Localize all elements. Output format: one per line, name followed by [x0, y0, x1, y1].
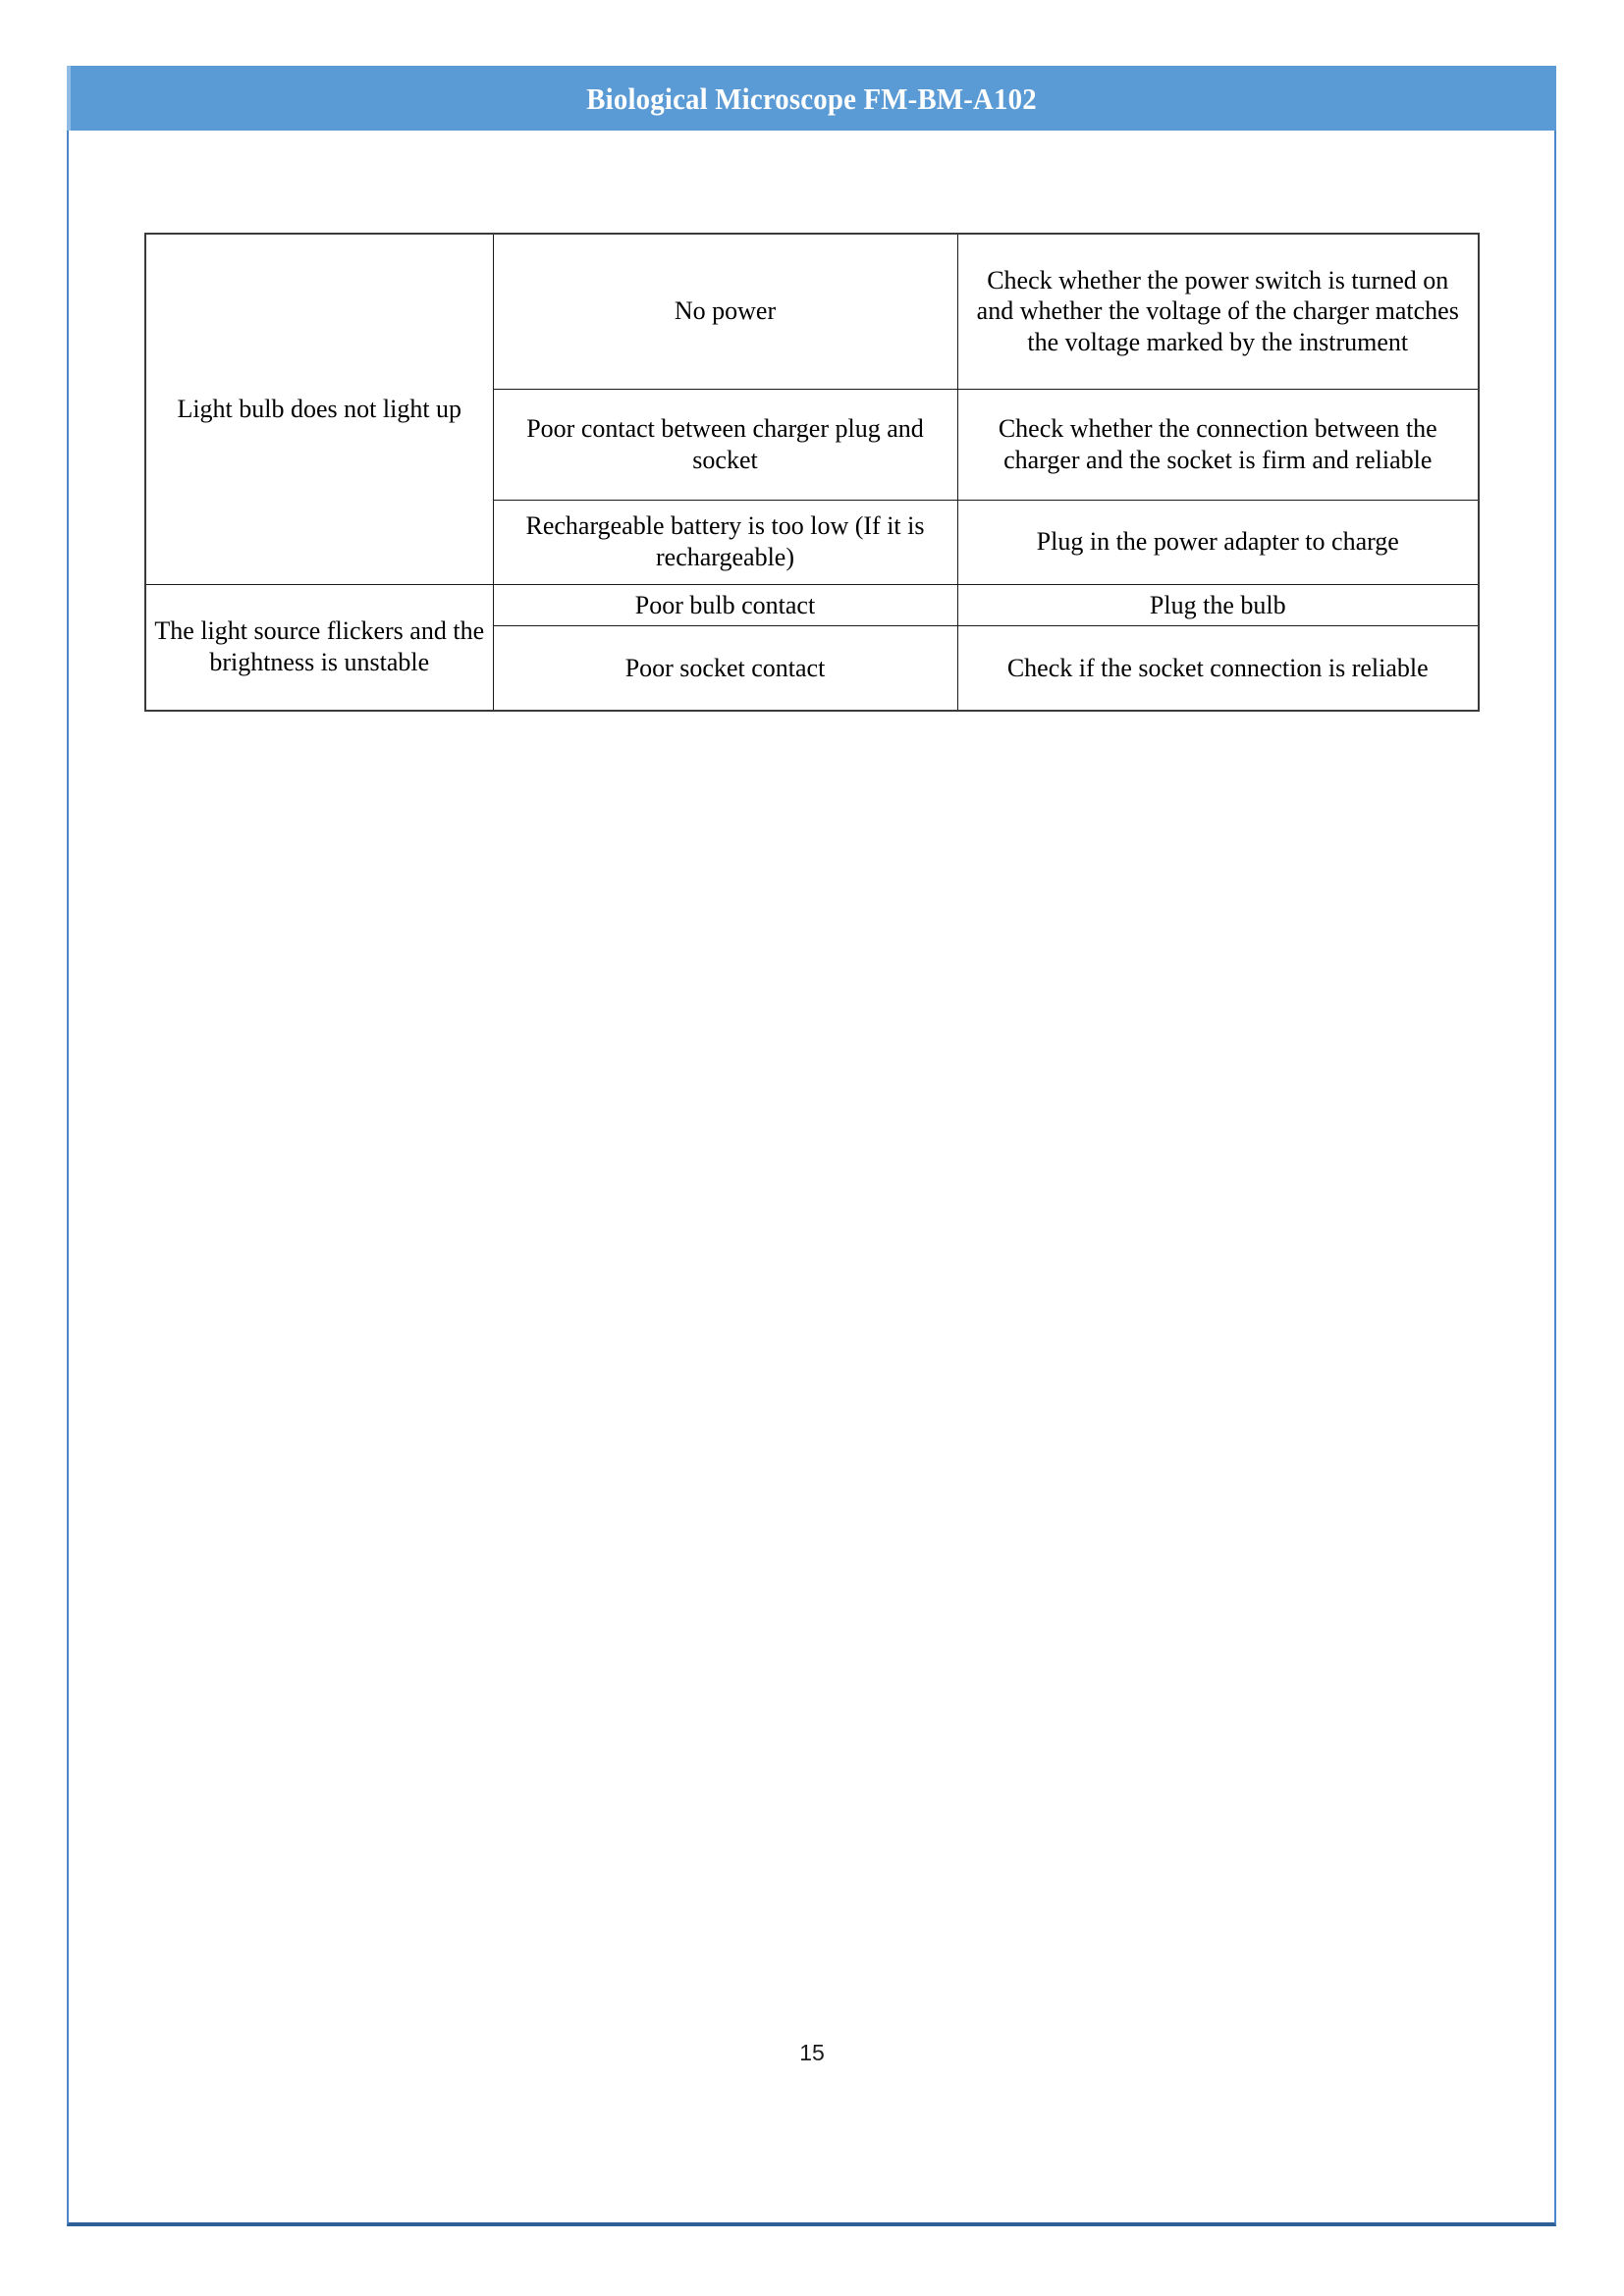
table-row — [145, 584, 1479, 626]
cause-cell: Poor bulb contact — [493, 584, 957, 626]
page-number: 15 — [799, 2040, 825, 2065]
header-left-edge-accent — [67, 66, 71, 131]
symptom-cell: Light bulb does not light up — [145, 234, 493, 584]
troubleshooting-table — [144, 233, 1480, 712]
solution-cell: Plug the bulb — [957, 584, 1479, 626]
page-content — [144, 233, 1478, 712]
cause-cell: No power — [493, 234, 957, 389]
solution-cell: Check if the socket connection is reliable — [957, 626, 1479, 711]
document-header-banner — [67, 66, 1556, 131]
solution-cell: Check whether the connection between the charger and the socket is firm and reliable — [957, 389, 1479, 500]
solution-cell: Check whether the power switch is turned on and whether the voltage of the charger matches the voltage marked by the instrument — [957, 234, 1479, 389]
solution-cell: Plug in the power adapter to charge — [957, 500, 1479, 584]
page-title: Biological Microscope FM-BM-A102 — [586, 80, 1037, 116]
cause-cell: Poor socket contact — [493, 626, 957, 711]
table-row — [145, 234, 1479, 389]
cause-cell: Rechargeable battery is too low (If it is rechargeable) — [493, 500, 957, 584]
symptom-cell: The light source flickers and the brightness is unstable — [145, 584, 493, 711]
cause-cell: Poor contact between charger plug and socket — [493, 389, 957, 500]
